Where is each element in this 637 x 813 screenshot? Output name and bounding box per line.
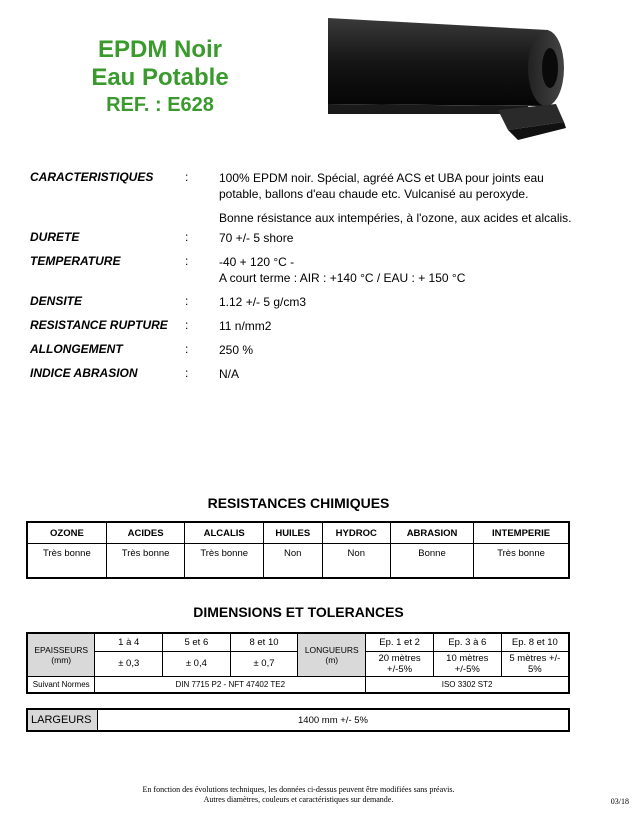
spec-row-allongement [30, 342, 590, 358]
spec-row-densite [30, 294, 590, 310]
longueurs-label: LONGUEURS (m) [298, 633, 366, 676]
spec-row-indice-abrasion [30, 366, 590, 382]
spec-row-resistance-rupture [30, 318, 590, 334]
product-reference: REF. : E628 [106, 94, 214, 116]
table-header-cell: HYDROC [322, 522, 390, 544]
table-header-cell: INTEMPERIE [474, 522, 569, 544]
spec-label: INDICE ABRASION [30, 366, 138, 380]
spec-row-temperature [30, 254, 590, 286]
spec-value-line: A court terme : AIR : +140 °C / EAU : + 150 °C [219, 271, 466, 285]
dimensions-title: DIMENSIONS ET TOLERANCES [193, 604, 404, 620]
table-header-cell: Ep. 3 à 6 [433, 633, 501, 651]
specifications-list [30, 170, 590, 382]
table-cell: ± 0,7 [230, 651, 298, 676]
spec-colon: : [185, 230, 189, 244]
table-header-cell: ABRASION [390, 522, 473, 544]
table-header-cell: ACIDES [106, 522, 185, 544]
dimensions-table [26, 632, 570, 694]
norm-left: DIN 7715 P2 - NFT 47402 TE2 [95, 676, 366, 693]
table-header-cell: 1 à 4 [95, 633, 163, 651]
largeurs-table [26, 708, 570, 732]
spec-value-line: 100% EPDM noir. Spécial, agréé ACS et UBA pour joints eau potable, ballons d'eau chaude etc. Vulcanisé au peroxyde. [219, 171, 544, 201]
spec-colon: : [185, 170, 189, 184]
title-line-2: Eau Potable [91, 64, 229, 91]
spec-colon: : [185, 318, 189, 332]
table-header-row [27, 522, 569, 544]
table-cell: Bonne [390, 544, 473, 579]
table-header-cell: Ep. 8 et 10 [501, 633, 569, 651]
table-cell: ± 0,3 [95, 651, 163, 676]
table-cell: 5 mètres +/- 5% [501, 651, 569, 676]
spec-value [219, 170, 579, 226]
footer-line-2: Autres diamètres, couleurs et caractéristiques sur demande. [203, 795, 394, 804]
table-cell: Très bonne [185, 544, 264, 579]
table-header-cell: 8 et 10 [230, 633, 298, 651]
table-cell: Non [322, 544, 390, 579]
spec-label: DENSITE [30, 294, 83, 308]
table-header-cell: OZONE [27, 522, 106, 544]
table-cell: 20 mètres +/-5% [366, 651, 434, 676]
table-header-cell: Ep. 1 et 2 [366, 633, 434, 651]
footer-note [0, 785, 597, 805]
spec-value: N/A [219, 367, 240, 381]
table-cell: ± 0,4 [163, 651, 231, 676]
spec-value: 11 n/mm2 [219, 319, 272, 333]
table-cell: Très bonne [106, 544, 185, 579]
table-header-cell: 5 et 6 [163, 633, 231, 651]
spec-row-durete [30, 230, 590, 246]
table-cell: Très bonne [27, 544, 106, 579]
table-header-cell: ALCALIS [185, 522, 264, 544]
spec-value: 1.12 +/- 5 g/cm3 [219, 295, 307, 309]
spec-label: ALLONGEMENT [30, 342, 123, 356]
largeurs-value: 1400 mm +/- 5% [98, 709, 570, 731]
spec-label: CARACTERISTIQUES [30, 170, 154, 184]
table-row [27, 544, 569, 579]
table-cell: Très bonne [474, 544, 569, 579]
spec-value: 250 % [219, 343, 254, 357]
spec-value [219, 254, 579, 286]
epaisseurs-label: EPAISSEURS (mm) [27, 633, 95, 676]
title-line-1: EPDM Noir [97, 36, 222, 63]
table-header-row [27, 633, 569, 651]
rubber-roll-image [328, 18, 568, 140]
spec-row-caracteristiques [30, 170, 590, 226]
footer-line-1: En fonction des évolutions techniques, les données ci-dessus peuvent être modifiées sans préavis. [142, 785, 455, 794]
table-header-cell: HUILES [263, 522, 322, 544]
spec-value-line: -40 + 120 °C - [219, 255, 295, 269]
table-row [27, 709, 569, 731]
chemical-resistance-title: RESISTANCES CHIMIQUES [207, 495, 390, 511]
norms-row [27, 676, 569, 693]
spec-value-line: Bonne résistance aux intempéries, à l'ozone, aux acides et alcalis. [219, 211, 572, 225]
spec-label: RESISTANCE RUPTURE [30, 318, 168, 332]
spec-label: DURETE [30, 230, 80, 244]
table-cell: Non [263, 544, 322, 579]
norm-right: ISO 3302 ST2 [366, 676, 569, 693]
product-title [60, 36, 260, 118]
spec-colon: : [185, 366, 189, 380]
spec-label: TEMPERATURE [30, 254, 121, 268]
spec-colon: : [185, 342, 189, 356]
page-code: 03/18 [610, 797, 629, 806]
spec-colon: : [185, 254, 189, 268]
spec-colon: : [185, 294, 189, 308]
largeurs-label: LARGEURS [27, 709, 98, 731]
table-cell: 10 mètres +/-5% [433, 651, 501, 676]
chemical-resistance-table [26, 521, 570, 579]
norms-label: Suivant Normes [27, 676, 95, 693]
spec-value: 70 +/- 5 shore [219, 231, 294, 245]
